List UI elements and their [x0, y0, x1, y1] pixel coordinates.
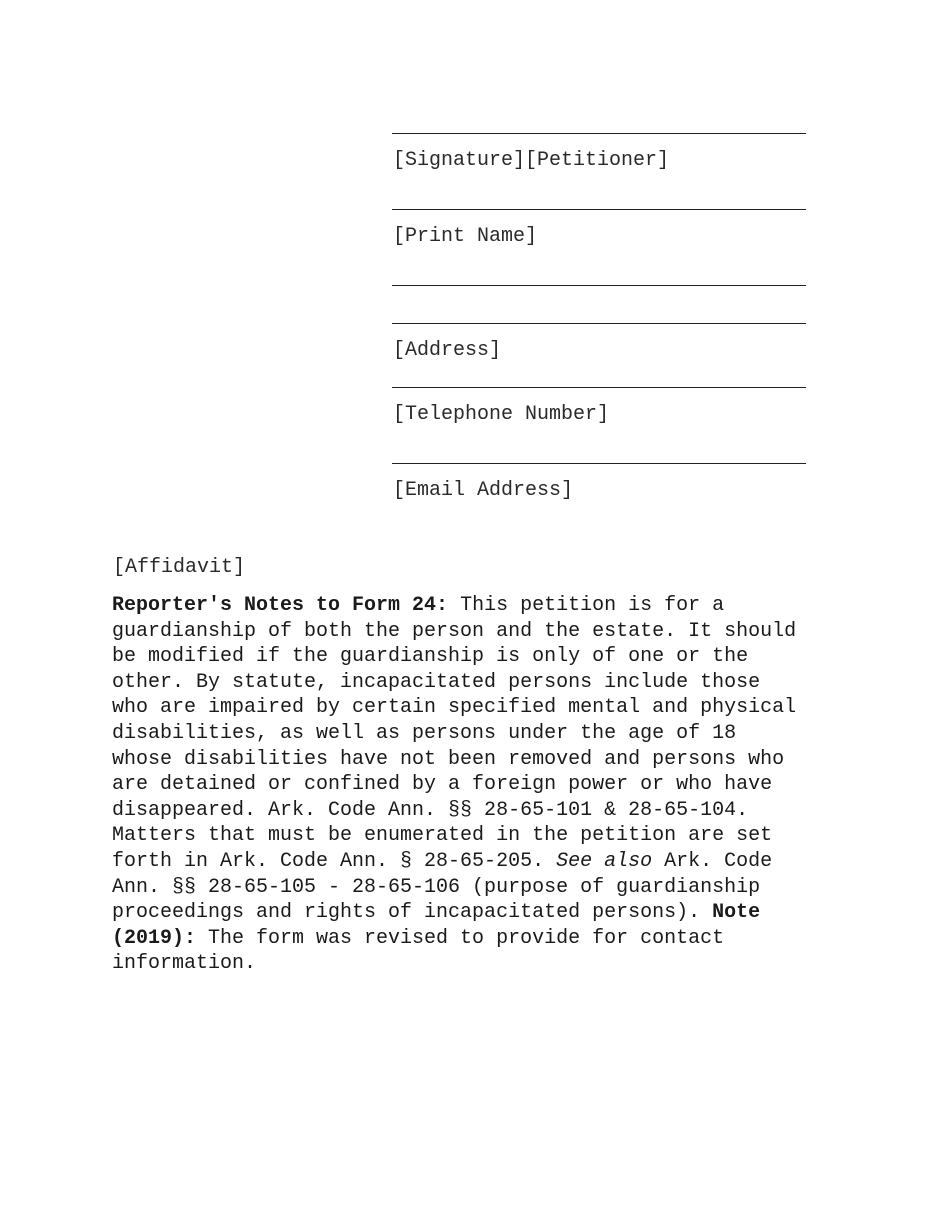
notes-heading: Reporter's Notes to Form 24:: [112, 594, 449, 617]
affidavit-label: [Affidavit]: [113, 556, 246, 579]
email-line: [392, 463, 806, 464]
reporters-notes: [112, 593, 842, 977]
print-name-label: [Print Name]: [393, 225, 538, 248]
notes-line-14: (2019): The form was revised to provide for contact: [112, 926, 725, 950]
notes-line-6: disabilities, as well as persons under the age of 18: [112, 721, 737, 745]
email-label: [Email Address]: [393, 479, 574, 502]
notes-line-15: information.: [112, 952, 257, 976]
address-line-1: [392, 285, 806, 286]
signature-label: [Signature][Petitioner]: [393, 149, 670, 172]
telephone-line: [392, 387, 806, 388]
note-year: (2019):: [112, 926, 197, 950]
telephone-label: [Telephone Number]: [393, 403, 610, 426]
notes-line-7: whose disabilities have not been removed and persons who: [112, 747, 785, 771]
notes-line-1: Reporter's Notes to Form 24: This petition is for a: [112, 594, 725, 617]
notes-line-4: other. By statute, incapacitated persons include those: [112, 670, 761, 694]
see-also-italic: See also: [556, 849, 653, 873]
notes-line-9: disappeared. Ark. Code Ann. §§ 28-65-101 & 28-65-104.: [112, 798, 749, 822]
notes-line-8: are detained or confined by a foreign power or who have: [112, 773, 773, 797]
notes-line-12: Ann. §§ 28-65-105 - 28-65-106 (purpose of guardianship: [112, 875, 761, 899]
notes-line-5: who are impaired by certain specified mental and physical: [112, 696, 797, 720]
notes-line-10: Matters that must be enumerated in the petition are set: [112, 824, 773, 848]
print-name-line: [392, 209, 806, 210]
address-label: [Address]: [393, 339, 502, 362]
signature-line: [392, 133, 806, 134]
notes-line-2: guardianship of both the person and the estate. It should: [112, 619, 797, 643]
notes-line-13: proceedings and rights of incapacitated persons). Note: [112, 901, 761, 925]
notes-line-11: forth in Ark. Code Ann. § 28-65-205. See also Ark. Code: [112, 849, 773, 873]
note-word: Note: [712, 901, 761, 925]
address-line-2: [392, 323, 806, 324]
notes-line-3: be modified if the guardianship is only of one or the: [112, 645, 749, 669]
